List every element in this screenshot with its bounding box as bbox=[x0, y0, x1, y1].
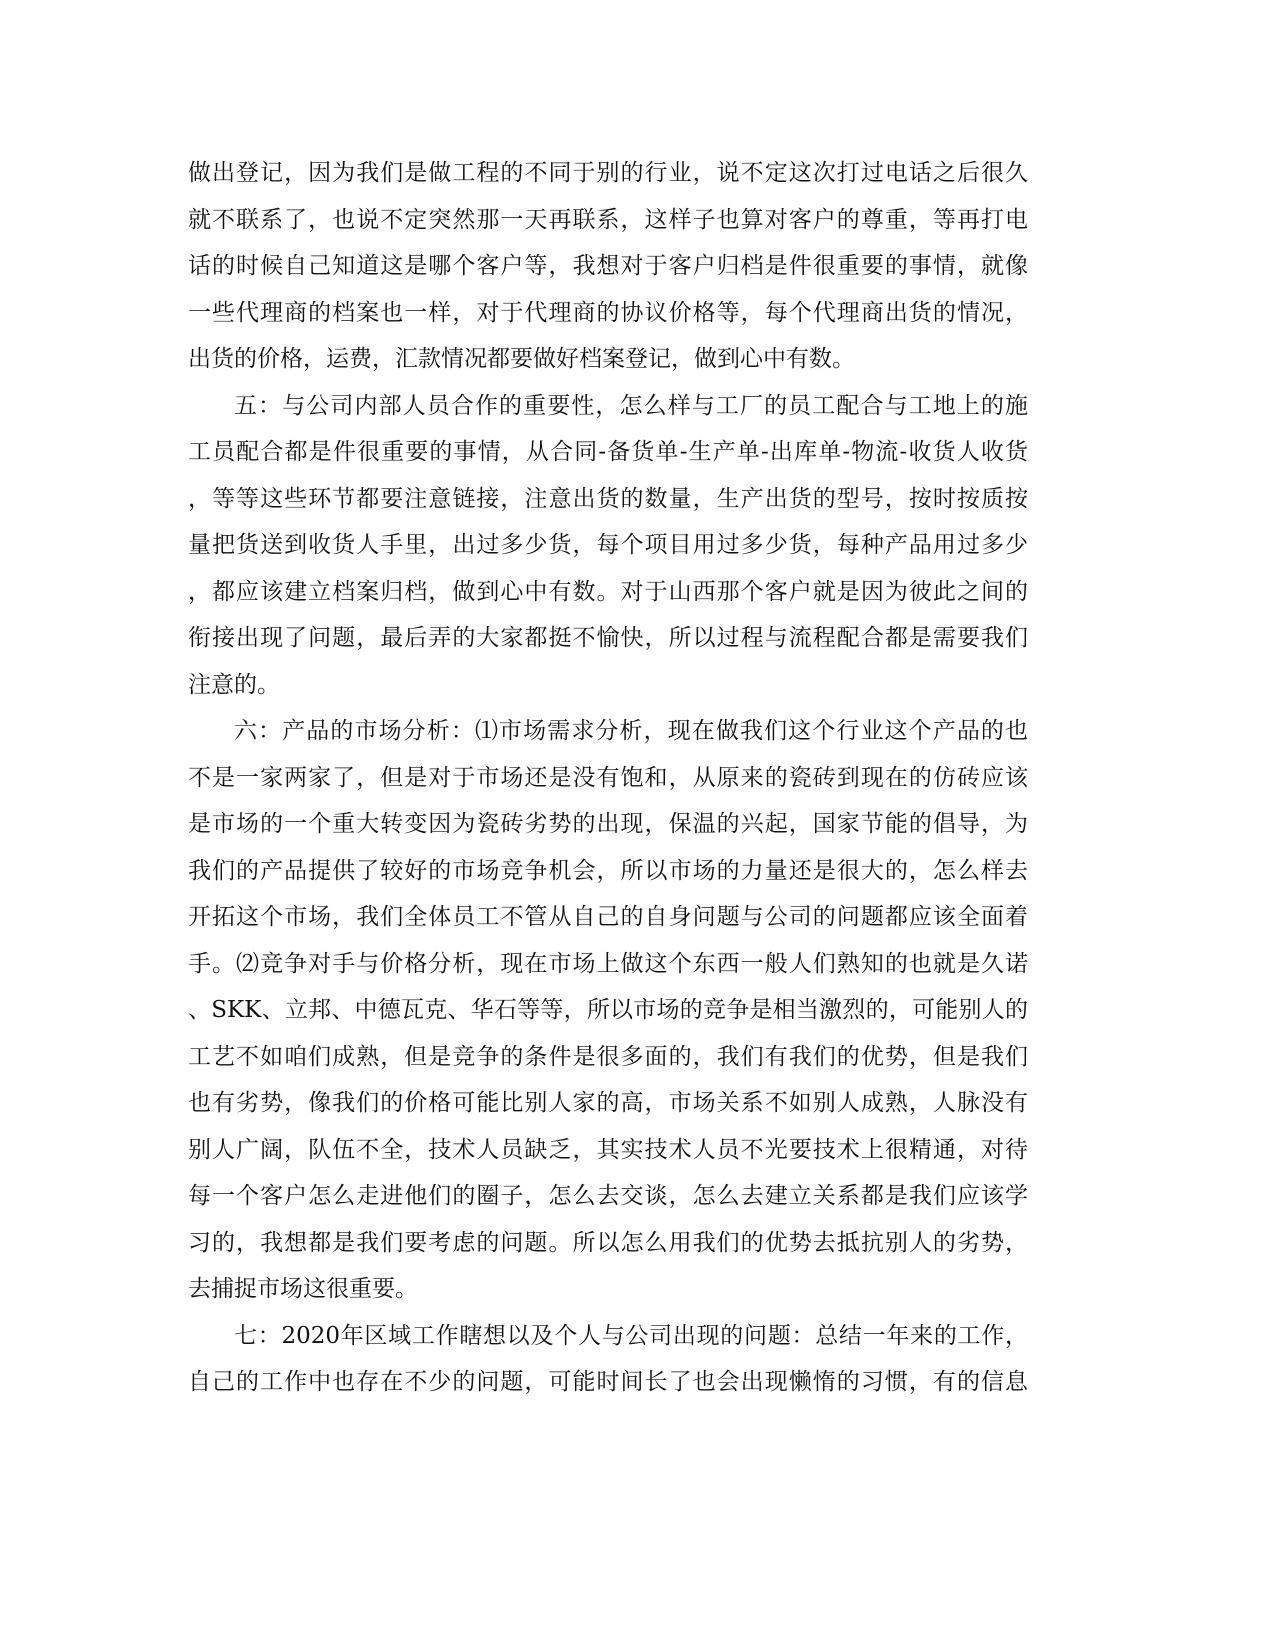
text-line: 话的时候自己知道这是哪个客户等，我想对于客户归档是件很重要的事情，就像 bbox=[188, 253, 1028, 279]
document-body bbox=[188, 150, 1028, 1406]
text-line: 一些代理商的档案也一样，对于代理商的协议价格等，每个代理商出货的情况， bbox=[188, 299, 1028, 326]
text-line: 不是一家两家了，但是对于市场还是没有饱和，从原来的瓷砖到现在的仿砖应该 bbox=[188, 764, 1028, 791]
text-line: 衔接出现了问题，最后弄的大家都挺不愉快，所以过程与流程配合都是需要我们 bbox=[188, 625, 1028, 651]
text-line: 开拓这个市场，我们全体员工不管从自己的自身问题与公司的问题都应该全面着 bbox=[188, 904, 1028, 930]
text-line: 做出登记，因为我们是做工程的不同于别的行业，说不定这次打过电话之后很久 bbox=[188, 160, 1028, 186]
section-heading-line: 五：与公司内部人员合作的重要性，怎么样与工厂的员工配合与工地上的施 bbox=[234, 392, 1028, 419]
text-line: 是市场的一个重大转变因为瓷砖劣势的出现，保温的兴起，国家节能的倡导，为 bbox=[188, 811, 1028, 837]
text-line: 就不联系了，也说不定突然那一天再联系，这样子也算对客户的尊重，等再打电 bbox=[188, 206, 1028, 233]
text-line: ，等等这些环节都要注意链接，注意出货的数量，生产出货的型号，按时按质按 bbox=[188, 485, 1028, 512]
text-line: 、SKK、立邦、中德瓦克、华石等等，所以市场的竞争是相当激烈的，可能别人的 bbox=[188, 997, 1028, 1023]
text-line: 自己的工作中也存在不少的问题，可能时间长了也会出现懒惰的习惯，有的信息 bbox=[188, 1369, 1028, 1395]
text-line: 也有劣势，像我们的价格可能比别人家的高，市场关系不如别人成熟，人脉没有 bbox=[188, 1090, 1028, 1116]
section-heading-line: 六：产品的市场分析：⑴市场需求分析，现在做我们这个行业这个产品的也 bbox=[234, 718, 1028, 744]
text-line: 手。⑵竞争对手与价格分析，现在市场上做这个东西一般人们熟知的也就是久诺 bbox=[188, 950, 1028, 977]
text-line: 出货的价格，运费，汇款情况都要做好档案登记，做到心中有数。 bbox=[188, 346, 855, 372]
text-line: 量把货送到收货人手里，出过多少货，每个项目用过多少货，每种产品用过多少 bbox=[188, 532, 1028, 558]
text-line: 每一个客户怎么走进他们的圈子，怎么去交谈，怎么去建立关系都是我们应该学 bbox=[188, 1183, 1028, 1209]
paragraph-section-seven bbox=[188, 1313, 1028, 1406]
paragraph-section-six bbox=[188, 708, 1028, 1313]
text-line: ，都应该建立档案归档，做到心中有数。对于山西那个客户就是因为彼此之间的 bbox=[188, 578, 1028, 605]
paragraph-section-five bbox=[188, 383, 1028, 709]
text-line: 工员配合都是件很重要的事情，从合同-备货单-生产单-出库单-物流-收货人收货 bbox=[188, 439, 1028, 465]
text-line: 去捕捉市场这很重要。 bbox=[188, 1276, 418, 1302]
paragraph-continued-archiving bbox=[188, 150, 1028, 383]
section-heading-line: 七：2020年区域工作瞎想以及个人与公司出现的问题：总结一年来的工作， bbox=[234, 1322, 1028, 1349]
text-line: 工艺不如咱们成熟，但是竞争的条件是很多面的，我们有我们的优势，但是我们 bbox=[188, 1043, 1028, 1070]
text-line: 注意的。 bbox=[188, 671, 280, 698]
text-line: 习的，我想都是我们要考虑的问题。所以怎么用我们的优势去抵抗别人的劣势， bbox=[188, 1229, 1028, 1256]
text-line: 我们的产品提供了较好的市场竞争机会，所以市场的力量还是很大的，怎么样去 bbox=[188, 857, 1028, 884]
text-line: 别人广阔，队伍不全，技术人员缺乏，其实技术人员不光要技术上很精通，对待 bbox=[188, 1136, 1028, 1163]
